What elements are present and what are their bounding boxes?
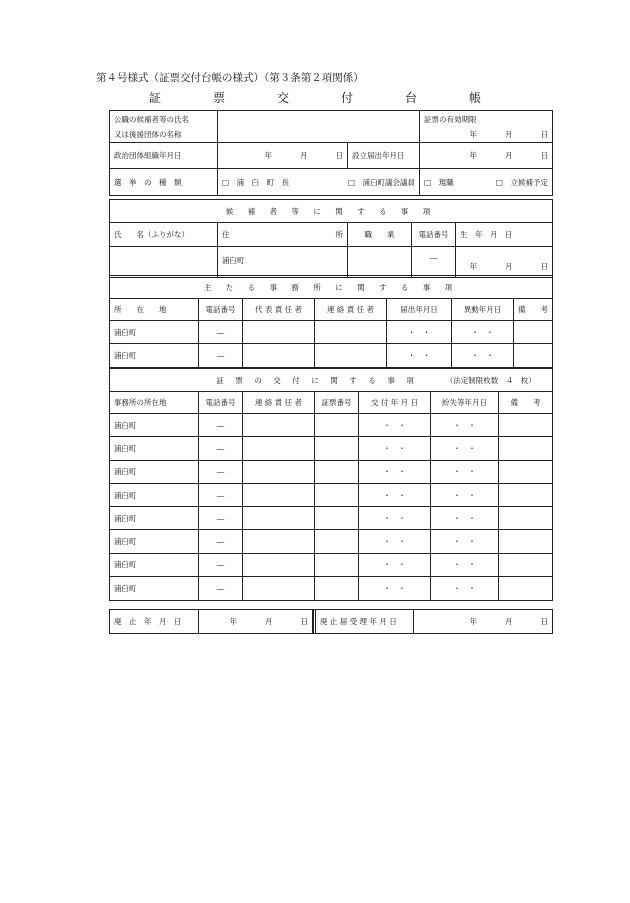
name-label: 氏 名（ふりがな） bbox=[110, 223, 218, 247]
current-checkbox[interactable]: □ 現職 bbox=[424, 177, 454, 187]
issue-row-1-phone[interactable]: ― bbox=[199, 414, 243, 437]
issue-row-2-number[interactable] bbox=[315, 437, 359, 460]
candidate-block bbox=[109, 199, 553, 278]
validity-label: 証票の有効期限 bbox=[424, 114, 477, 124]
issue-row-5-loss-date[interactable]: ・ ・ bbox=[431, 507, 499, 530]
issue-row-3-loss-date[interactable]: ・ ・ bbox=[431, 461, 499, 484]
office-row-2-change-date[interactable]: ・ ・ bbox=[452, 344, 514, 367]
issue-row-6-issue-date[interactable]: ・ ・ bbox=[359, 530, 431, 553]
issue-row-6-remarks[interactable] bbox=[499, 530, 552, 553]
issue-row-7-number[interactable] bbox=[315, 554, 359, 577]
issue-col-issue-date: 交 付 年 月 日 bbox=[359, 392, 431, 414]
issue-row bbox=[110, 414, 552, 437]
abolish-date-field[interactable]: 年 月 日 bbox=[199, 610, 313, 633]
page-title: 証 票 交 付 台 帳 bbox=[148, 91, 501, 105]
issue-row-8-phone[interactable]: ― bbox=[199, 577, 243, 600]
issue-row-7-contact[interactable] bbox=[243, 554, 315, 577]
issue-row-8-location[interactable]: 浦臼町 bbox=[110, 577, 199, 600]
issue-row-2-contact[interactable] bbox=[243, 437, 315, 460]
issue-row-5-number[interactable] bbox=[315, 507, 359, 530]
phone-field[interactable]: ― bbox=[412, 247, 456, 277]
issue-block bbox=[109, 368, 553, 601]
planned-checkbox[interactable]: □ 立候補予定 bbox=[495, 177, 548, 187]
office-row-2-remarks[interactable] bbox=[514, 344, 552, 367]
issue-row-8-number[interactable] bbox=[315, 577, 359, 600]
issue-row-4-location[interactable]: 浦臼町 bbox=[110, 484, 199, 507]
issue-row-5-contact[interactable] bbox=[243, 507, 315, 530]
issue-row-4-phone[interactable]: ― bbox=[199, 484, 243, 507]
candidate-name-field[interactable] bbox=[218, 111, 420, 143]
issue-row-8-loss-date[interactable]: ・ ・ bbox=[431, 577, 499, 600]
office-row-2-phone[interactable]: ― bbox=[199, 344, 243, 367]
issue-row-2-location[interactable]: 浦臼町 bbox=[110, 437, 199, 460]
office-row-2-contact[interactable] bbox=[315, 344, 387, 367]
issue-row-3-location[interactable]: 浦臼町 bbox=[110, 461, 199, 484]
job-field[interactable] bbox=[348, 247, 412, 277]
office-row-1-remarks[interactable] bbox=[514, 321, 552, 344]
issue-row bbox=[110, 461, 552, 484]
issue-limit: （法定制限枚数 ４ 枚） bbox=[445, 375, 536, 385]
basic-info-block bbox=[109, 110, 553, 196]
office-block bbox=[109, 275, 553, 368]
issue-col-contact: 連 絡 責 任 者 bbox=[243, 392, 315, 414]
candidate-name-label: 公職の候補者等の氏名 又は後援団体の名称 bbox=[110, 111, 218, 143]
issue-col-number: 証票番号 bbox=[315, 392, 359, 414]
candidate-section-heading: 候 補 者 等 に 関 す る 事 項 bbox=[110, 200, 552, 223]
issue-row-7-remarks[interactable] bbox=[499, 554, 552, 577]
issue-col-phone: 電話番号 bbox=[199, 392, 243, 414]
issue-row-7-issue-date[interactable]: ・ ・ bbox=[359, 554, 431, 577]
office-row-2-location[interactable]: 浦臼町 bbox=[110, 344, 199, 367]
issue-row-1-issue-date[interactable]: ・ ・ bbox=[359, 414, 431, 437]
issue-row bbox=[110, 437, 552, 460]
office-row-1-notice-date[interactable]: ・ ・ bbox=[387, 321, 452, 344]
issue-row-3-contact[interactable] bbox=[243, 461, 315, 484]
office-col-representative: 代 表 責 任 者 bbox=[243, 299, 315, 321]
issue-row bbox=[110, 530, 552, 553]
mayor-checkbox[interactable]: □ 浦 臼 町 長 bbox=[222, 177, 290, 187]
election-type-label: 選 挙 の 種 類 bbox=[110, 169, 218, 195]
issue-row-5-phone[interactable]: ― bbox=[199, 507, 243, 530]
issue-row-7-loss-date[interactable]: ・ ・ bbox=[431, 554, 499, 577]
abolish-date-label: 廃 止 年 月 日 bbox=[110, 610, 199, 633]
issue-row-6-number[interactable] bbox=[315, 530, 359, 553]
council-checkbox[interactable]: □ 浦臼町議会議員 bbox=[347, 177, 415, 187]
issue-row-3-phone[interactable]: ― bbox=[199, 461, 243, 484]
issue-row bbox=[110, 577, 552, 600]
office-col-notice-date: 届出年月日 bbox=[387, 299, 452, 321]
issue-row-8-issue-date[interactable]: ・ ・ bbox=[359, 577, 431, 600]
issue-row-2-phone[interactable]: ― bbox=[199, 437, 243, 460]
issue-row-2-loss-date[interactable]: ・ ・ bbox=[431, 437, 499, 460]
issue-row-7-location[interactable]: 浦臼町 bbox=[110, 554, 199, 577]
issue-row-3-number[interactable] bbox=[315, 461, 359, 484]
address-field[interactable]: 浦臼町 bbox=[218, 247, 348, 277]
issue-row-2-remarks[interactable] bbox=[499, 437, 552, 460]
office-col-phone: 電話番号 bbox=[199, 299, 243, 321]
issue-col-remarks: 備 考 bbox=[499, 392, 552, 414]
issue-row bbox=[110, 484, 552, 507]
org-date-field[interactable]: 年 月 日 bbox=[218, 143, 348, 169]
issue-row-6-loss-date[interactable]: ・ ・ bbox=[431, 530, 499, 553]
issue-row-1-location[interactable]: 浦臼町 bbox=[110, 414, 199, 437]
election-type-options bbox=[218, 169, 420, 195]
birth-label: 生 年 月 日 bbox=[456, 223, 552, 247]
issue-row-4-remarks[interactable] bbox=[499, 484, 552, 507]
abolish-block bbox=[109, 609, 553, 634]
office-row-2-notice-date[interactable]: ・ ・ bbox=[387, 344, 452, 367]
office-row-1-contact[interactable] bbox=[315, 321, 387, 344]
candidate-status-options bbox=[420, 169, 552, 195]
est-notice-field[interactable]: 年 月 日 bbox=[420, 143, 552, 169]
office-row-1-location[interactable]: 浦臼町 bbox=[110, 321, 199, 344]
office-section-heading: 主 た る 事 務 所 に 関 す る 事 項 bbox=[110, 276, 552, 299]
issue-row-6-location[interactable]: 浦臼町 bbox=[110, 530, 199, 553]
form-number-header: 第４号様式（証票交付台帳の様式）（第３条第２項関係） bbox=[96, 72, 364, 84]
validity-field[interactable]: 証票の有効期限 年 月 日 bbox=[420, 111, 552, 143]
job-label: 職 業 bbox=[348, 223, 412, 247]
office-col-remarks: 備 考 bbox=[514, 299, 552, 321]
issue-row bbox=[110, 507, 552, 530]
abolish-receipt-field[interactable]: 年 月 日 bbox=[469, 617, 548, 626]
office-col-change-date: 異動年月日 bbox=[452, 299, 514, 321]
issue-row-4-issue-date[interactable]: ・ ・ bbox=[359, 484, 431, 507]
office-row-1-change-date[interactable]: ・ ・ bbox=[452, 321, 514, 344]
issue-row-5-issue-date[interactable]: ・ ・ bbox=[359, 507, 431, 530]
issue-row-5-remarks[interactable] bbox=[499, 507, 552, 530]
issue-row-1-loss-date[interactable]: ・ ・ bbox=[431, 414, 499, 437]
office-col-contact: 連 絡 責 任 者 bbox=[315, 299, 387, 321]
issue-row-5-location[interactable]: 浦臼町 bbox=[110, 507, 199, 530]
issue-row-3-remarks[interactable] bbox=[499, 461, 552, 484]
issue-row-4-contact[interactable] bbox=[243, 484, 315, 507]
issue-row-8-contact[interactable] bbox=[243, 577, 315, 600]
office-row-2-representative[interactable] bbox=[243, 344, 315, 367]
address-label: 住 所 bbox=[218, 223, 348, 247]
office-row-1-representative[interactable] bbox=[243, 321, 315, 344]
issue-row-1-contact[interactable] bbox=[243, 414, 315, 437]
issue-row-7-phone[interactable]: ― bbox=[199, 554, 243, 577]
issue-col-loss-date: 紛失等年月日 bbox=[431, 392, 499, 414]
est-notice-label: 設立届出年月日 bbox=[348, 143, 420, 169]
name-field[interactable] bbox=[110, 247, 218, 277]
org-date-label: 政治団体組織年月日 bbox=[110, 143, 218, 169]
issue-row-1-number[interactable] bbox=[315, 414, 359, 437]
office-col-location: 所 在 地 bbox=[110, 299, 199, 321]
birth-field[interactable]: 年 月 日 bbox=[469, 262, 548, 271]
issue-row-4-number[interactable] bbox=[315, 484, 359, 507]
phone-label: 電話番号 bbox=[412, 223, 456, 247]
office-row-1-phone[interactable]: ― bbox=[199, 321, 243, 344]
abolish-receipt-label: 廃 止 届 受 理 年 月 日 bbox=[316, 610, 414, 633]
issue-section-heading: 証 票 の 交 付 に 関 す る 事 項 （法定制限枚数 ４ 枚） bbox=[110, 369, 552, 392]
issue-row-4-loss-date[interactable]: ・ ・ bbox=[431, 484, 499, 507]
issue-row-8-remarks[interactable] bbox=[499, 577, 552, 600]
issue-row-3-issue-date[interactable]: ・ ・ bbox=[359, 461, 431, 484]
issue-col-location: 事務所の所在地 bbox=[110, 392, 199, 414]
issue-row-6-phone[interactable]: ― bbox=[199, 530, 243, 553]
issue-row-2-issue-date[interactable]: ・ ・ bbox=[359, 437, 431, 460]
issue-row-1-remarks[interactable] bbox=[499, 414, 552, 437]
issue-row bbox=[110, 554, 552, 577]
issue-row-6-contact[interactable] bbox=[243, 530, 315, 553]
